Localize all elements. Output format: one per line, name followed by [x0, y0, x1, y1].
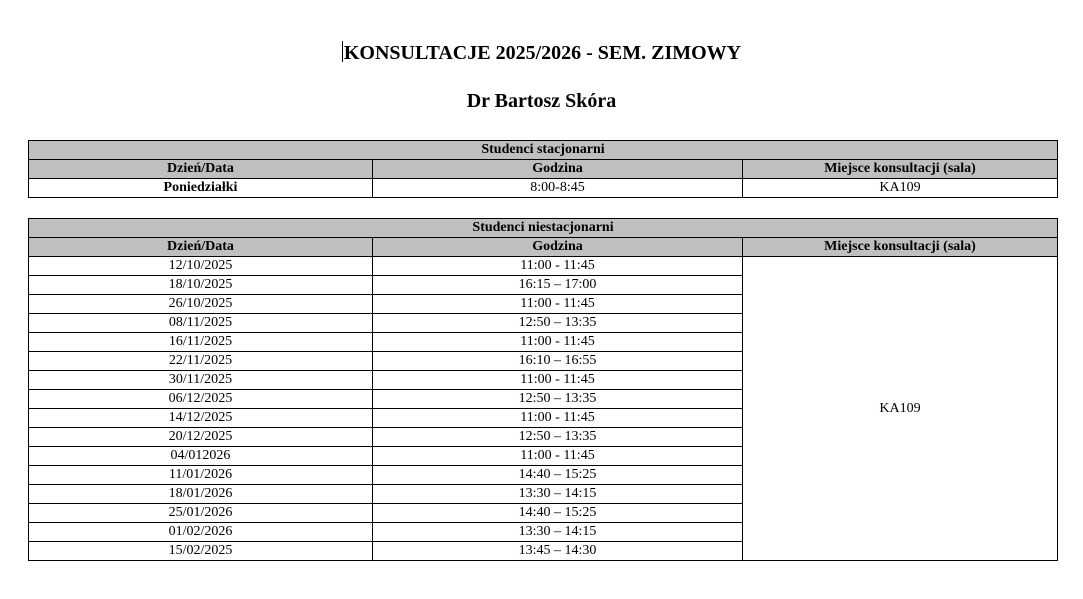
- row-time: 16:15 – 17:00: [373, 276, 743, 295]
- header-time: Godzina: [373, 160, 743, 179]
- row-time: 12:50 – 13:35: [373, 390, 743, 409]
- nonstationary-header-row: [29, 238, 1058, 257]
- row-date: 06/12/2025: [29, 390, 373, 409]
- row-date: 01/02/2026: [29, 523, 373, 542]
- table-row: [29, 257, 1058, 276]
- room-cell: KA109: [743, 257, 1058, 561]
- row-date: 18/01/2026: [29, 485, 373, 504]
- stationary-section-title: Studenci stacjonarni: [29, 141, 1058, 160]
- document-title: [0, 40, 1083, 66]
- row-time: 16:10 – 16:55: [373, 352, 743, 371]
- row-date: 18/10/2025: [29, 276, 373, 295]
- row-date: 30/11/2025: [29, 371, 373, 390]
- text-cursor: [342, 41, 343, 62]
- row-date: 20/12/2025: [29, 428, 373, 447]
- header-room: Miejsce konsultacji (sala): [743, 238, 1058, 257]
- row-time: 13:45 – 14:30: [373, 542, 743, 561]
- row-time: 11:00 - 11:45: [373, 257, 743, 276]
- row-date: 15/02/2025: [29, 542, 373, 561]
- row-time: 11:00 - 11:45: [373, 333, 743, 352]
- row-date: 11/01/2026: [29, 466, 373, 485]
- stationary-table: [28, 140, 1058, 198]
- stationary-day: Poniedziałki: [29, 179, 373, 198]
- stationary-room: KA109: [743, 179, 1058, 198]
- row-time: 13:30 – 14:15: [373, 485, 743, 504]
- row-date: 12/10/2025: [29, 257, 373, 276]
- table-row: [29, 179, 1058, 198]
- header-day-date: Dzień/Data: [29, 160, 373, 179]
- row-date: 08/11/2025: [29, 314, 373, 333]
- row-time: 11:00 - 11:45: [373, 409, 743, 428]
- header-time: Godzina: [373, 238, 743, 257]
- row-date: 16/11/2025: [29, 333, 373, 352]
- row-date: 26/10/2025: [29, 295, 373, 314]
- header-room: Miejsce konsultacji (sala): [743, 160, 1058, 179]
- row-time: 14:40 – 15:25: [373, 504, 743, 523]
- row-time: 12:50 – 13:35: [373, 314, 743, 333]
- stationary-time: 8:00-8:45: [373, 179, 743, 198]
- row-date: 14/12/2025: [29, 409, 373, 428]
- row-date: 04/012026: [29, 447, 373, 466]
- row-time: 13:30 – 14:15: [373, 523, 743, 542]
- row-time: 11:00 - 11:45: [373, 371, 743, 390]
- row-time: 14:40 – 15:25: [373, 466, 743, 485]
- stationary-header-row: [29, 160, 1058, 179]
- row-time: 11:00 - 11:45: [373, 295, 743, 314]
- nonstationary-table: [28, 218, 1058, 561]
- document-subtitle: Dr Bartosz Skóra: [466, 90, 617, 112]
- row-date: 22/11/2025: [29, 352, 373, 371]
- nonstationary-section-title: Studenci niestacjonarni: [29, 219, 1058, 238]
- row-date: 25/01/2026: [29, 504, 373, 523]
- header-day-date: Dzień/Data: [29, 238, 373, 257]
- document-title-text: KONSULTACJE 2025/2026 - SEM. ZIMOWY: [343, 42, 742, 64]
- row-time: 11:00 - 11:45: [373, 447, 743, 466]
- row-time: 12:50 – 13:35: [373, 428, 743, 447]
